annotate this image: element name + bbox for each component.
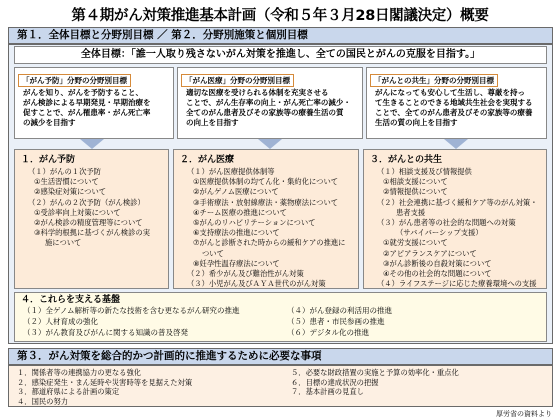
support-foundation-box <box>14 292 547 342</box>
list-item: ６．目標の達成状況の把握 <box>291 377 379 387</box>
list-item: ７．基本計画の見直し <box>291 387 364 397</box>
list-item: ４．国民の努力 <box>17 396 69 406</box>
objective-line: 生活の質の向上を目指す <box>375 118 458 127</box>
list-item: （３）がん教育及びがんに関する知識の普及啓発 <box>23 328 188 337</box>
objective-line: がんになっても安心して生活し、尊厳を持っ <box>375 88 525 97</box>
objective-line: がんを知り、がんを予防すること、 <box>23 88 143 97</box>
list-item: ①就労支援について <box>383 238 448 248</box>
page-title: 第４期がん対策推進基本計画（令和５年３月28日閣議決定）概要 <box>71 8 489 24</box>
list-item: ①生活習慣について <box>34 177 99 187</box>
objective-line: 適切な医療を受けられる体制を充実させる <box>186 88 329 97</box>
list-item: ①医療提供体制の均てん化・集約化について <box>193 177 339 187</box>
column-title: １．がん予防 <box>21 155 76 165</box>
down-arrow-icon <box>80 139 104 149</box>
list-item: ②感染症対策について <box>34 187 107 197</box>
list-item: （１）相談支援及び情報提供 <box>377 167 472 176</box>
overall-goal: 全体目標：「誰一人取り残さないがん対策を推進し、全ての国民とがんの克服を目指す。」 <box>14 46 547 64</box>
list-item: ③手術療法・放射線療法・薬物療法について <box>193 197 339 207</box>
list-item: （２）人材育成の強化 <box>23 317 98 326</box>
list-item: ５．必要な財政措置の実施と予算の効率化・重点化 <box>291 368 459 377</box>
list-item: ①相談支援について <box>383 177 448 187</box>
column-coexistence <box>363 149 547 289</box>
list-item: ③がん診断後の自殺対策について <box>383 258 492 268</box>
objective-line: ことで、全てのがん患者及びその家族等の療養 <box>375 108 533 117</box>
objective-line: がん検診による早期発見・早期治療を <box>23 98 151 107</box>
list-item: ⑥支持療法の推進について <box>193 228 280 238</box>
list-item: ２．感染症発生・まん延時や災害時等を見据えた対策 <box>17 377 193 387</box>
list-item: （６）デジタル化の推進 <box>287 328 370 337</box>
objective-line: 促すことで、がん罹患率・がん死亡率 <box>23 108 151 117</box>
list-item: （１）がん医療提供体制等 <box>187 167 275 176</box>
list-item: １．関係者等の連携協力の更なる強化 <box>17 368 142 377</box>
objective-line: ことで、がん生存率の向上・がん死亡率の減少・ <box>186 98 351 107</box>
objective-medical <box>177 67 363 139</box>
list-item: 患者支援 <box>396 207 426 217</box>
list-item: （１）全ゲノム解析等の新たな技術を含む更なるがん研究の推進 <box>23 306 240 315</box>
objective-prevention <box>14 67 174 139</box>
list-item: （３）小児がん及びＡＹＡ世代のがん対策 <box>187 279 326 289</box>
list-item: ②情報提供について <box>383 187 448 197</box>
list-item: ②がん検診の精度管理等について <box>34 218 143 228</box>
down-arrow-icon <box>444 139 468 149</box>
column-title: ２．がん医療 <box>180 155 235 165</box>
objective-line: の減少を目指す <box>23 118 76 127</box>
source-note: 厚労省の資料より <box>496 410 552 418</box>
list-item: （４）ライフステージに応じた療養環境への支援 <box>377 279 537 289</box>
list-item: ⑦がんと診断された時からの緩和ケアの推進に <box>193 238 346 248</box>
list-item: ３．都道府県による計画の策定 <box>17 387 120 397</box>
column-prevention <box>14 149 169 289</box>
list-item: 施について <box>45 238 82 248</box>
list-item: （２）がんの２次予防（がん検診） <box>28 197 145 207</box>
list-item: ③科学的根拠に基づくがん検診の実 <box>34 228 150 238</box>
list-item: ②がんゲノム医療について <box>193 187 279 197</box>
list-item: ④その他の社会的な問題について <box>383 269 492 279</box>
list-item: ②アピアランスケアについて <box>383 248 477 258</box>
section1-header: 第１．全体目標と分野別目標 ／ 第２．分野別施策と個別目標 <box>8 27 553 44</box>
list-item: （２）希少がん及び難治性がん対策 <box>187 269 304 279</box>
column-title: ３．がんとの共生 <box>370 155 443 165</box>
list-item: （４）がん登録の利活用の推進 <box>287 306 392 315</box>
objective-head: 「がんとの共生」分野の分野別目標 <box>370 74 498 87</box>
list-item: ①受診率向上対策について <box>34 207 121 217</box>
list-item: （２）社会連携に基づく緩和ケア等のがん対策・ <box>377 197 538 207</box>
list-item: ④チーム医療の推進について <box>193 207 287 217</box>
list-item: ⑧妊孕性温存療法について <box>193 258 280 268</box>
column-medical <box>173 149 359 289</box>
list-item: （サバイバーシップ支援） <box>396 228 483 238</box>
list-item: ついて <box>202 248 224 258</box>
list-item: ⑤がんのリハビリテーションについて <box>193 218 316 228</box>
objective-head: 「がん医療」分野の分野別目標 <box>181 74 294 87</box>
objective-line: 全てのがん患者及びその家族等の療養生活の質 <box>186 108 344 117</box>
support-title: ４．これらを支える基盤 <box>21 295 121 305</box>
down-arrow-icon <box>258 139 282 149</box>
objective-line: て生きることのできる地域共生社会を実現する <box>375 98 533 107</box>
objective-line: の向上を目指す <box>186 118 239 127</box>
list-item: （３）がん患者等の社会的な問題への対策 <box>377 218 516 228</box>
list-item: （１）がんの１次予防 <box>28 167 101 176</box>
objective-head: 「がん予防」分野の分野別目標 <box>18 74 131 87</box>
section3-panel <box>8 365 553 407</box>
section3-header: 第３．がん対策を総合的かつ計画的に推進するために必要な事項 <box>8 348 553 365</box>
list-item: （５）患者・市民参画の推進 <box>287 317 385 326</box>
objective-coexistence <box>366 67 547 139</box>
